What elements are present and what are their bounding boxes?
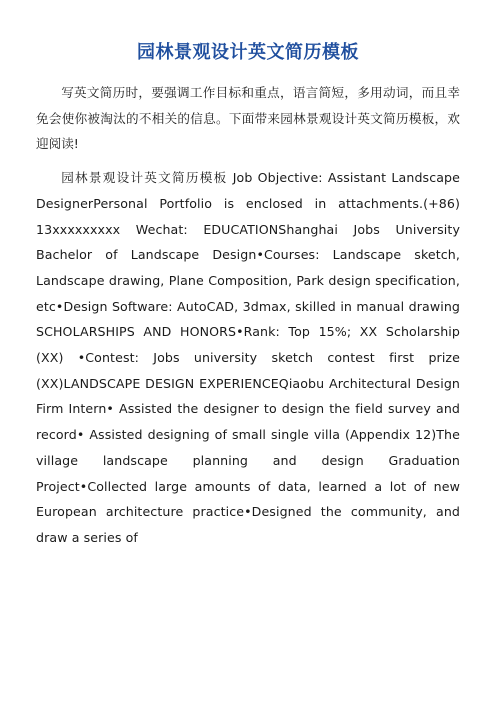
intro-paragraph: 写英文简历时，要强调工作目标和重点，语言简短，多用动词，而且幸免会使你被淘汰的不相关的信息。下面带来园林景观设计英文简历模板，欢迎阅读! xyxy=(36,85,460,152)
document-title: 园林景观设计英文简历模板 xyxy=(137,42,359,63)
resume-body-paragraph: 园林景观设计英文简历模板 Job Objective: Assistant Landscape DesignerPersonal Portfolio is enclosed in attachments.(+86) 13xxxxxxxxx Wechat: EDUCATIONShanghai Jobs University Bachelor of Landscape Design•Courses: Landscape sketch, Landscape drawing, Plane Composition, Park design specification, etc•Design Software: AutoCAD, 3dmax, skilled in manual drawing SCHOLARSHIPS AND HONORS•Rank: Top 15%; XX Scholarship (XX) •Contest: Jobs university sketch contest first prize (XX)LANDSCAPE DESIGN EXPERIENCEQiaobu Architectural Design Firm Intern• Assisted the designer to design the field survey and record• Assisted designing of small single villa (Appendix 12)The village landscape planning and design Graduation Project•Collected large amounts of data, learned a lot of new European architecture practice•Designed the community, and draw a series of xyxy=(36,170,460,545)
